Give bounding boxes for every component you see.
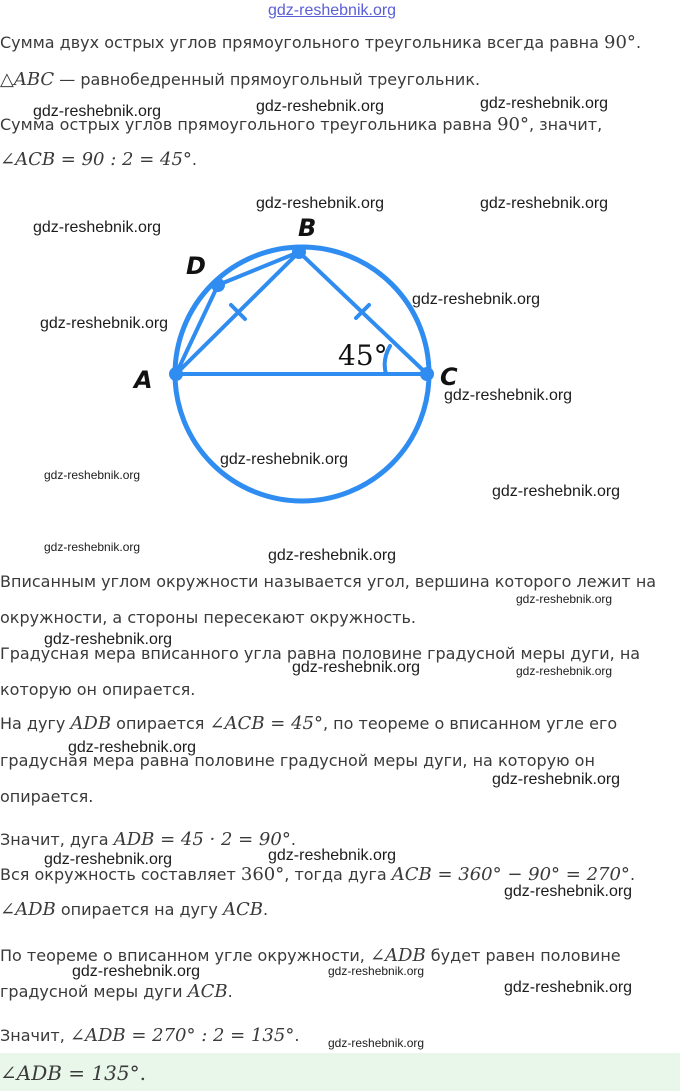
text-fragment: . [629, 865, 636, 884]
text-fragment: Вписанным углом окружности называется угол, вершина которого лежит на [0, 572, 657, 591]
watermark: gdz-reshebnik.org [256, 195, 385, 212]
text-fragment: . [294, 1026, 300, 1045]
watermark: gdz-reshebnik.org [412, 291, 541, 308]
watermark: gdz-reshebnik.org [504, 979, 633, 996]
math-fragment: ACB [222, 899, 263, 920]
watermark: gdz-reshebnik.org [44, 540, 141, 554]
angle-label: 45° [338, 339, 388, 372]
watermark: gdz-reshebnik.org [328, 1036, 425, 1050]
watermark: gdz-reshebnik.org [68, 739, 197, 756]
math-fragment: ∠ACB = 90 : 2 = 45° [0, 149, 192, 170]
watermark: gdz-reshebnik.org [268, 847, 397, 864]
text-fragment: Сумма острых углов прямоугольного треугольника равна [0, 115, 498, 134]
text-fragment: Вся окружность составляет [0, 865, 241, 884]
math-fragment: 90° [497, 114, 529, 135]
point-b [292, 245, 306, 259]
text-line-14 [0, 899, 680, 921]
text-line-6 [0, 607, 680, 629]
text-fragment: . [191, 150, 197, 169]
text-fragment: , значит, [528, 115, 603, 134]
watermark: gdz-reshebnik.org [292, 659, 421, 676]
text-fragment: , по теореме о вписанном угле его [322, 714, 618, 733]
text-fragment: Градусная мера вписанного угла равна половине градусной меры дуги, на [0, 644, 641, 663]
point-a [169, 367, 183, 381]
math-fragment: ADB = 45 · 2 = 90° [113, 829, 291, 850]
watermark: gdz-reshebnik.org [44, 851, 173, 868]
text-fragment: опирается на дугу [55, 900, 223, 919]
text-fragment: Значит, [0, 1026, 70, 1045]
text-fragment: — равнобедренный прямоугольный треугольник. [54, 70, 481, 89]
text-fragment: опирается. [0, 787, 94, 806]
text-fragment: Значит, дуга [0, 830, 114, 849]
watermark: gdz-reshebnik.org [268, 547, 397, 564]
text-fragment: градусной меры дуги [0, 982, 188, 1001]
watermark: gdz-reshebnik.org [33, 219, 162, 236]
answer-box [0, 1053, 680, 1091]
text-fragment: окружности, а стороны пересекают окружность. [0, 608, 417, 627]
math-fragment: ∠ACB = 45° [209, 713, 323, 734]
watermark: gdz-reshebnik.org [33, 103, 162, 120]
math-fragment: ACB = 360° − 90° = 270° [391, 864, 630, 885]
watermark: gdz-reshebnik.org [492, 483, 621, 500]
text-fragment: которую он опирается. [0, 680, 196, 699]
math-fragment: ADB [70, 713, 112, 734]
watermark: gdz-reshebnik.org [44, 631, 173, 648]
label-b: B [298, 214, 317, 242]
text-line-5 [0, 571, 680, 593]
watermark: gdz-reshebnik.org [504, 883, 633, 900]
text-fragment: По теореме о вписанном угле окружности, [0, 946, 370, 965]
watermark: gdz-reshebnik.org [492, 771, 621, 788]
watermark: gdz-reshebnik.org [44, 468, 141, 482]
point-c [420, 367, 434, 381]
math-fragment: 360° [240, 864, 285, 885]
text-line-9 [0, 713, 680, 735]
watermark-top-link[interactable]: gdz-reshebnik.org [268, 2, 397, 19]
math-fragment: 90° [604, 32, 636, 53]
watermark: gdz-reshebnik.org [516, 664, 613, 678]
text-fragment: . [227, 982, 233, 1001]
point-d [211, 278, 225, 292]
text-fragment: Сумма двух острых углов прямоугольного треугольника всегда равна [0, 33, 605, 52]
watermark: gdz-reshebnik.org [516, 592, 613, 606]
watermark: gdz-reshebnik.org [480, 195, 609, 212]
watermark: gdz-reshebnik.org [40, 315, 169, 332]
watermark: gdz-reshebnik.org [256, 98, 385, 115]
text-fragment: На дугу [0, 714, 71, 733]
math-fragment: △ABC [0, 69, 55, 90]
label-d: D [186, 252, 206, 280]
watermark: gdz-reshebnik.org [480, 95, 609, 112]
math-fragment: ∠ADB [369, 945, 426, 966]
text-fragment: . [139, 1061, 146, 1085]
text-fragment: . [262, 900, 269, 919]
math-fragment: ∠ADB [0, 899, 56, 920]
text-fragment: будет равен половине [425, 946, 621, 965]
text-line-11 [0, 786, 680, 808]
text-fragment: градусная мера равна половине градусной меры дуги, на которую он [0, 751, 595, 770]
math-fragment: ∠ADB = 135° [0, 1061, 140, 1085]
watermark: gdz-reshebnik.org [328, 964, 425, 978]
text-fragment: . [290, 830, 296, 849]
label-a: A [134, 366, 153, 394]
watermark: gdz-reshebnik.org [72, 963, 201, 980]
text-fragment: . [635, 33, 642, 52]
text-fragment: опирается [111, 714, 210, 733]
math-fragment: ∠ADB = 270° : 2 = 135° [69, 1025, 295, 1046]
label-c: C [440, 363, 458, 391]
text-fragment: , тогда дуга [284, 865, 392, 884]
watermark: gdz-reshebnik.org [444, 387, 573, 404]
math-fragment: ACB [187, 981, 228, 1002]
watermark: gdz-reshebnik.org [220, 451, 349, 468]
text-line-8 [0, 679, 680, 701]
answer-text [0, 1061, 146, 1085]
